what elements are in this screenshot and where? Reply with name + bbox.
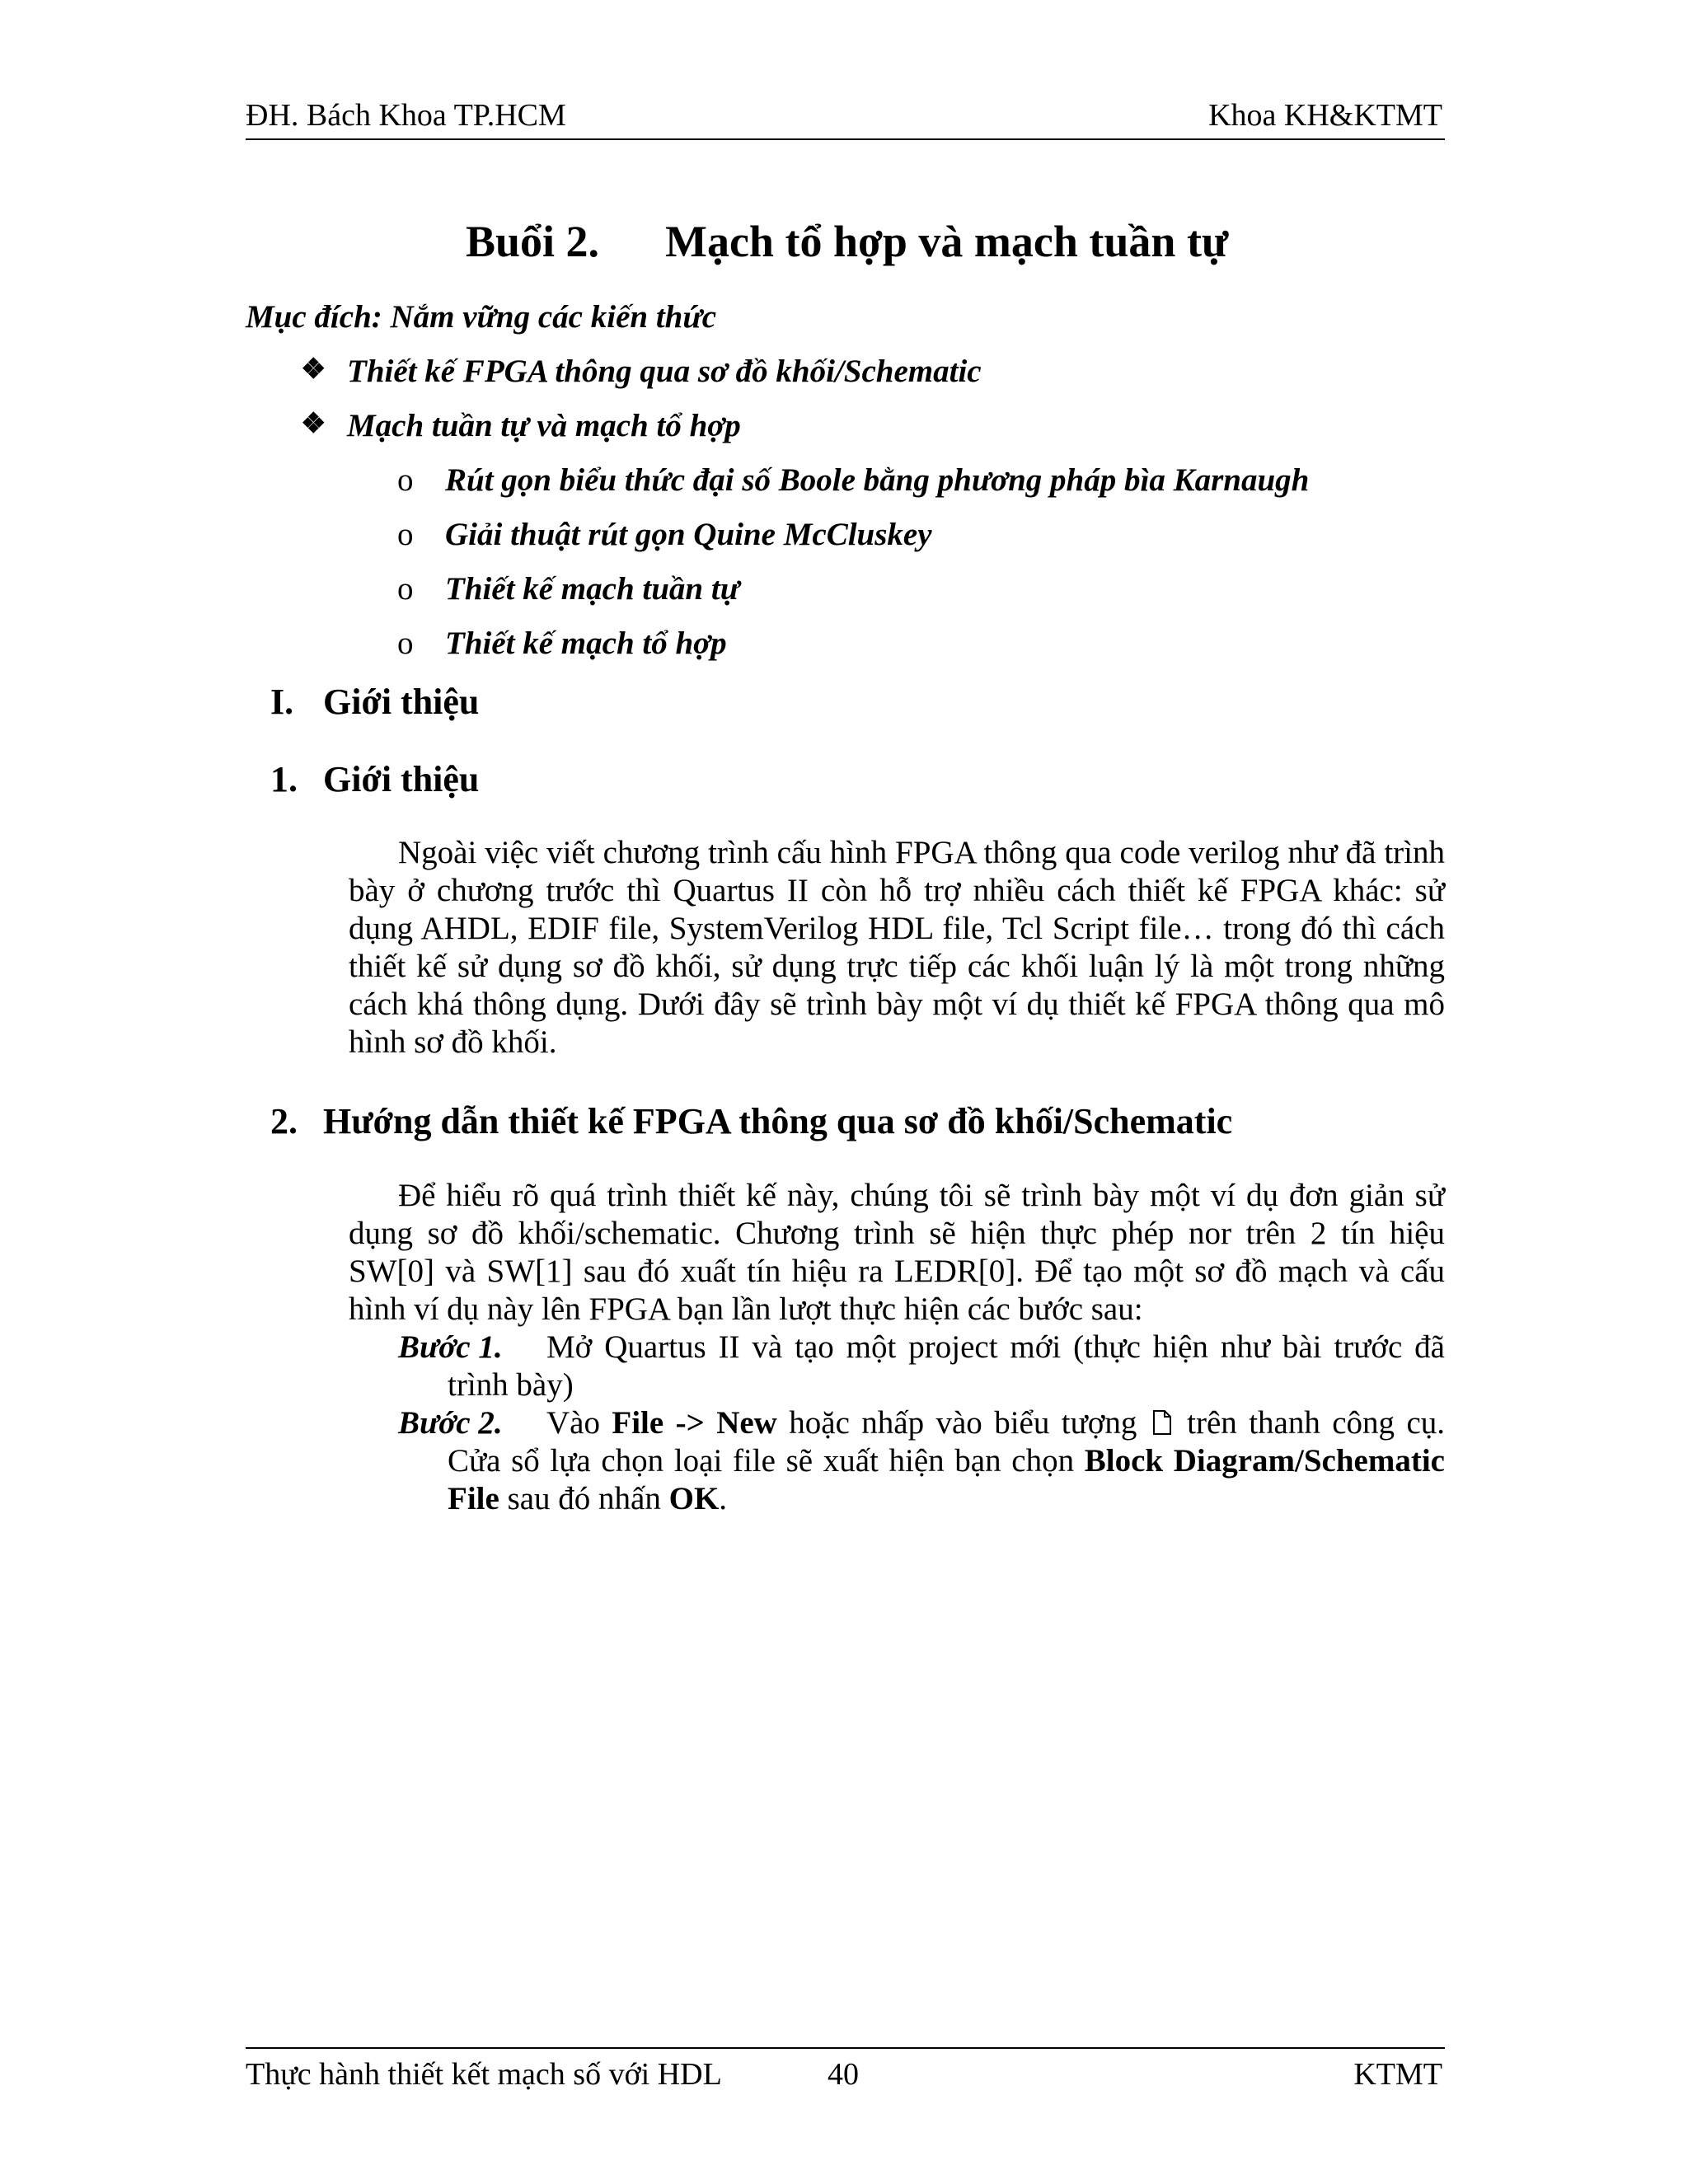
page-number: 40 (828, 2057, 859, 2092)
diamond-bullet-icon: ❖ (301, 354, 326, 385)
header-left: ĐH. Bách Khoa TP.HCM (246, 98, 566, 133)
header-right: Khoa KH&KTMT (1208, 98, 1442, 133)
diamond-bullet-icon: ❖ (301, 409, 326, 439)
title-number: Buổi 2. (466, 217, 600, 266)
purpose-label: Mục đích: Nắm vững các kiến thức (246, 299, 717, 335)
step-1-text: Mở Quartus II và tạo một project mới (thực hiện như bài trước đã trình bày) (448, 1329, 1445, 1403)
step-label: Bước 1. (398, 1329, 503, 1365)
circle-bullet-icon: o (397, 517, 414, 552)
header-rule (246, 138, 1445, 140)
new-file-icon (1152, 1409, 1172, 1436)
title-text: Mạch tổ hợp và mạch tuần tự (665, 217, 1229, 266)
footer-rule (246, 2047, 1445, 2049)
circle-bullet-icon: o (397, 462, 414, 498)
page-title (466, 216, 1228, 267)
step-label: Bước 2. (398, 1405, 503, 1441)
footer-right: KTMT (1353, 2057, 1442, 2092)
circle-bullet-icon: o (397, 571, 414, 607)
step-2-text: Vào File -> New hoặc nhấp vào biểu tượng trên thanh công cụ. Cửa sổ lựa chọn loại file sẽ xuất hiện bạn chọn Block Diagram/Schematic File sau đó nhấn OK. (448, 1405, 1446, 1516)
intro-paragraph: Ngoài việc viết chương trình cấu hình FPGA thông qua code verilog như đã trình bày ở chương trước thì Quartus II còn hỗ trợ nhiều cách thiết kế FPGA khác: sử dụng AHDL, EDIF file, SystemVerilog HDL file, Tcl Script file… trong đó thì cách thiết kế sử dụng sơ đồ khối, sử dụng trực tiếp các khối luận lý là một trong những cách khá thông dụng. Dưới đây sẽ trình bày một ví dụ thiết kế FPGA thông qua mô hình sơ đồ khối. (349, 835, 1445, 1060)
circle-bullet-icon: o (397, 626, 414, 661)
guide-paragraph: Để hiểu rõ quá trình thiết kế này, chúng tôi sẽ trình bày một ví dụ đơn giản sử dụng sơ đồ khối/schematic. Chương trình sẽ hiện thực phép nor trên 2 tín hiệu SW[0] và SW[1] sau đó xuất tín hiệu ra LEDR[0]. Để tạo một sơ đồ mạch và cấu hình ví dụ này lên FPGA bạn lần lượt thực hiện các bước sau: (349, 1178, 1445, 1327)
footer-left: Thực hành thiết kết mạch số với HDL (246, 2057, 722, 2092)
